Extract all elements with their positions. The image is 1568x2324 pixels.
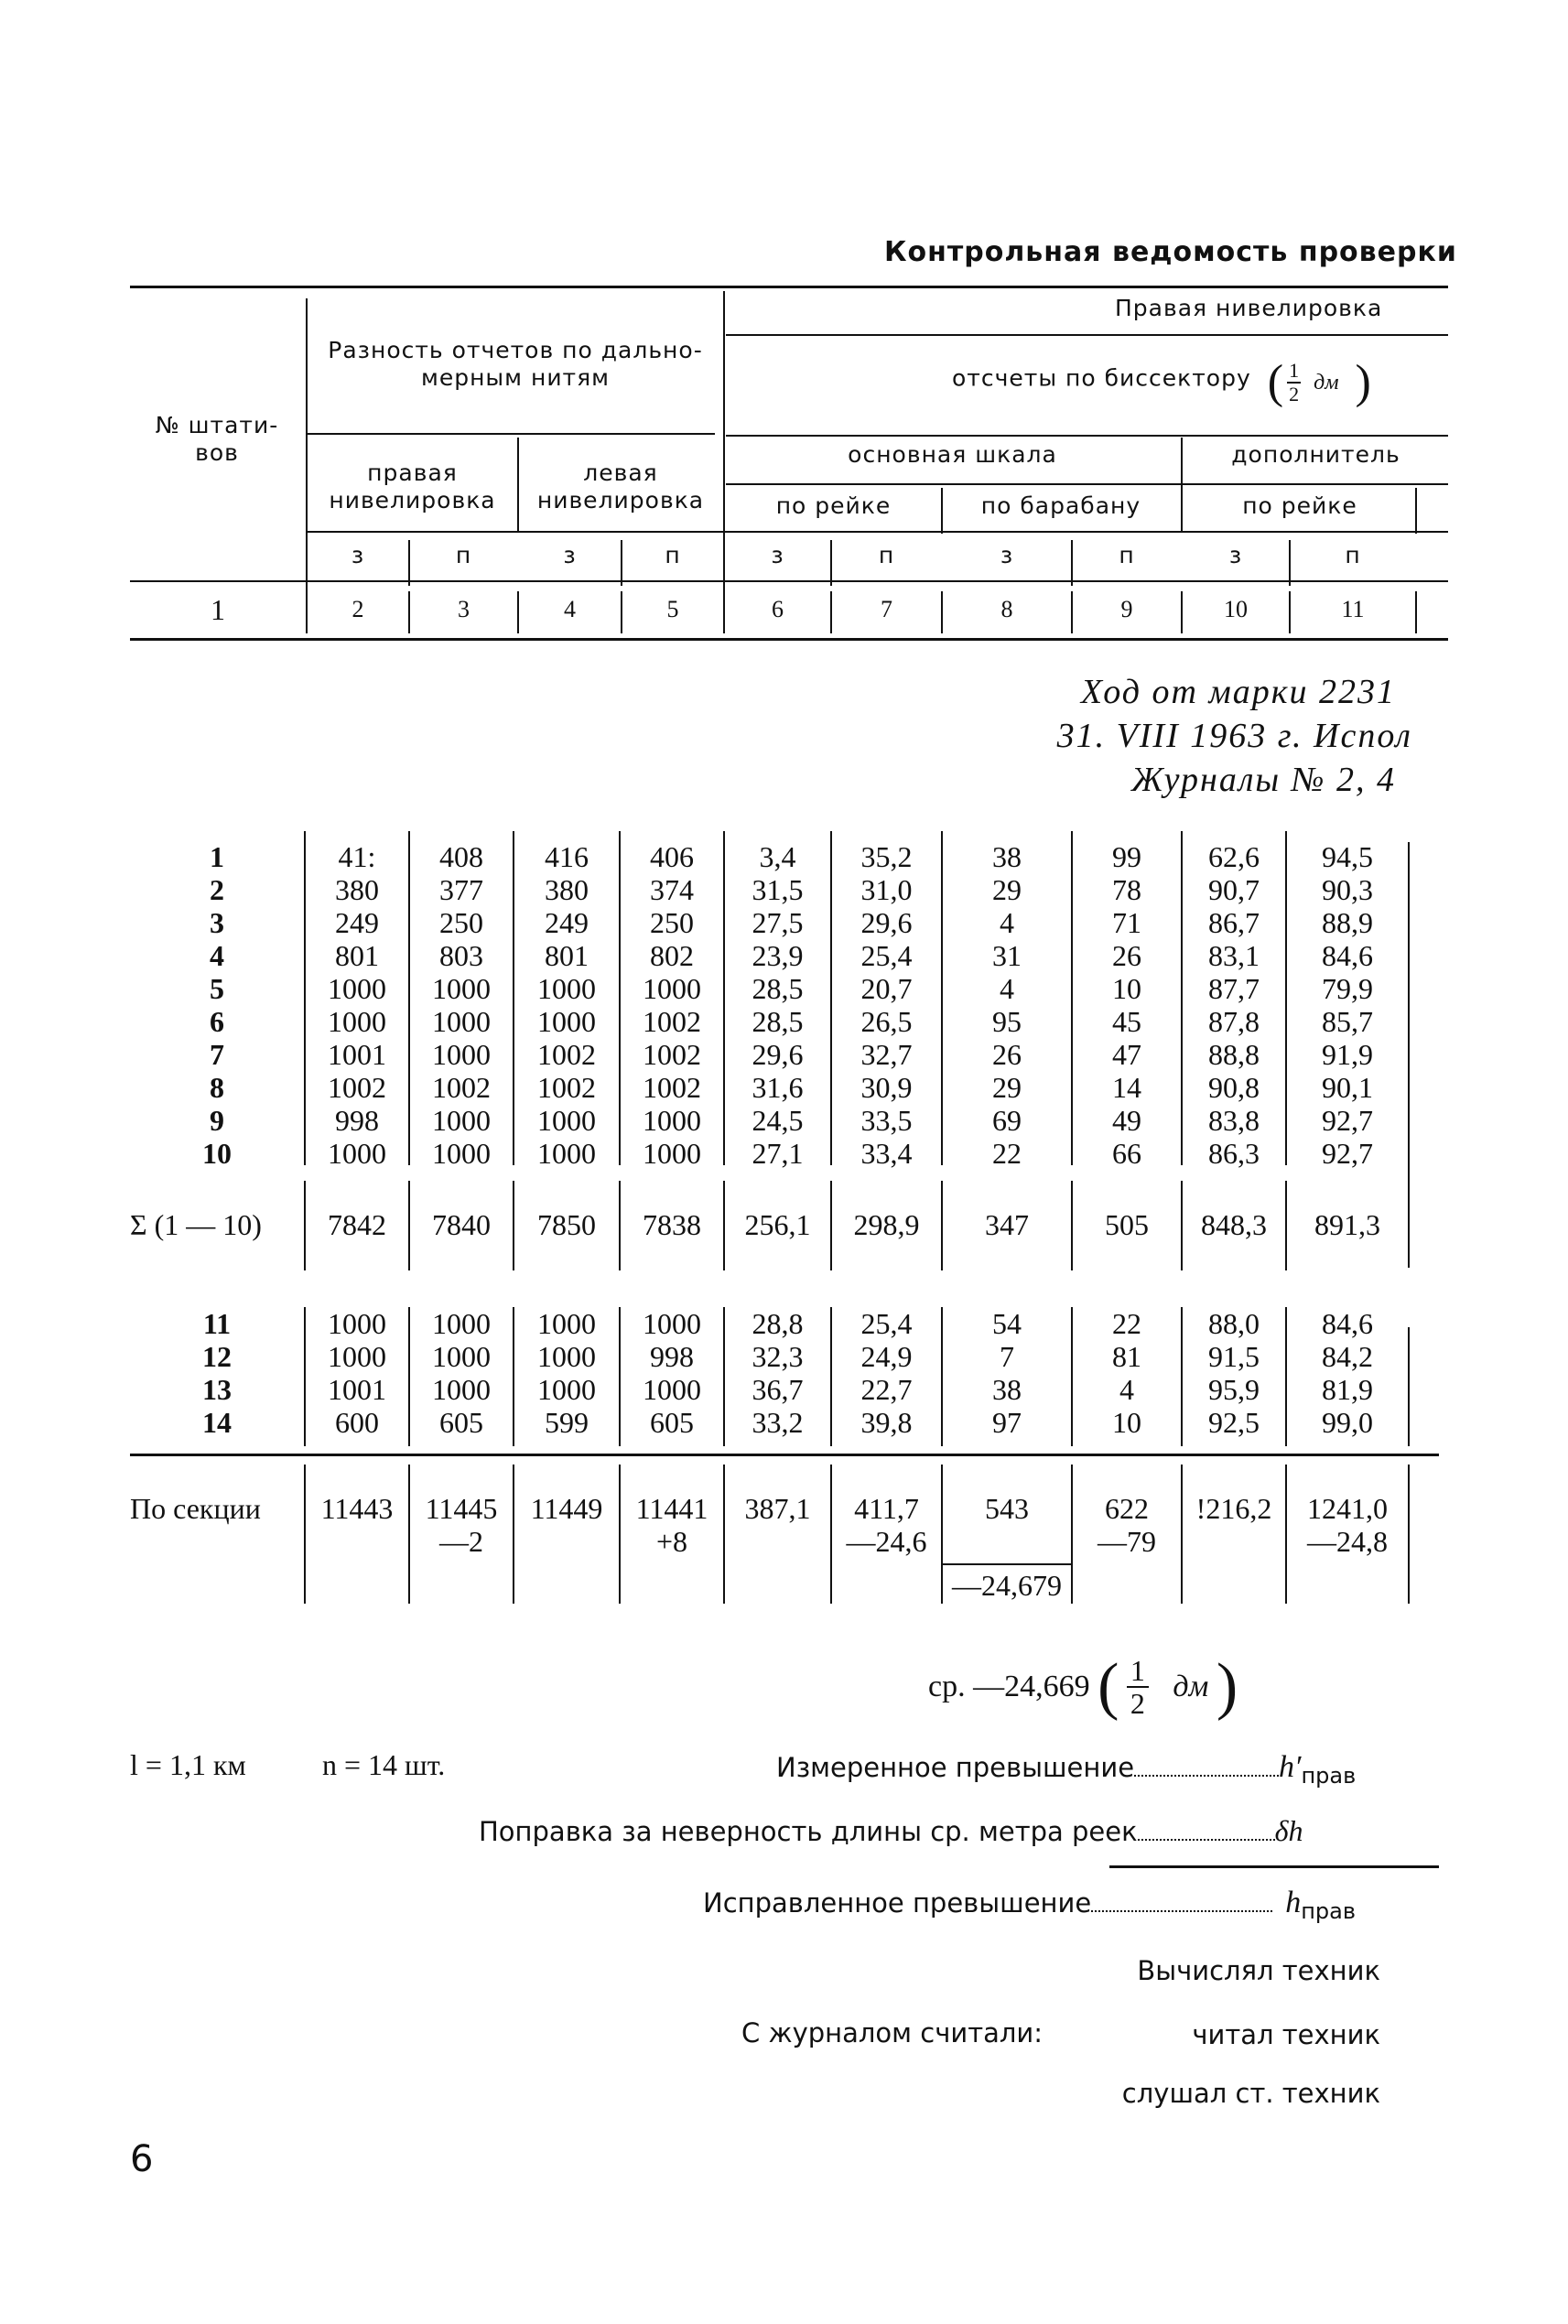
sum-row-label: Σ (1 — 10)	[130, 1208, 262, 1241]
table-cell: 99	[1112, 840, 1141, 873]
table-cell: 4	[1000, 906, 1014, 939]
table-cell: 1000	[328, 1137, 386, 1170]
table-cell: 36,7	[752, 1373, 804, 1406]
column-number: 5	[666, 596, 679, 622]
route-length: l = 1,1 км	[130, 1748, 246, 1781]
table-cell: 33,4	[860, 1137, 913, 1170]
table-cell: 27,1	[752, 1137, 804, 1170]
journal-checked: С журналом считали:	[741, 2017, 1044, 2048]
table-cell: 78	[1112, 873, 1141, 906]
table-cell: 1002	[328, 1071, 386, 1104]
section-diff: —24,6	[846, 1525, 927, 1558]
table-cell: 1000	[643, 1137, 701, 1170]
column-number: 9	[1120, 596, 1133, 622]
sum-cell: 256,1	[744, 1208, 811, 1241]
sum-rule	[1109, 1865, 1439, 1868]
station-count: n = 14 шт.	[322, 1748, 446, 1781]
table-cell: 71	[1112, 906, 1141, 939]
table-cell: 803	[439, 939, 483, 972]
table-cell: 90,1	[1322, 1071, 1373, 1104]
table-cell: 26	[1112, 939, 1141, 972]
table-cell: 24,9	[860, 1340, 913, 1373]
table-cell: 30,9	[860, 1071, 913, 1104]
sub-z: з	[563, 542, 577, 568]
table-cell: 28,5	[752, 972, 804, 1005]
station-number: 4	[210, 939, 224, 972]
section-cell: 622	[1105, 1492, 1149, 1525]
table-cell: 28,8	[752, 1307, 804, 1340]
table-cell: 45	[1112, 1005, 1141, 1038]
page-number: 6	[130, 2138, 154, 2180]
table-cell: 4	[1119, 1373, 1134, 1406]
table-cell: 406	[650, 840, 694, 873]
table-cell: 88,9	[1322, 906, 1373, 939]
table-cell: 23,9	[752, 939, 804, 972]
table-cell: 998	[335, 1104, 379, 1137]
table-cell: 84,2	[1322, 1340, 1373, 1373]
table-cell: 1000	[328, 972, 386, 1005]
table-cell: 29	[992, 873, 1022, 906]
measured-elevation: Измеренное превышение $h'_{прав}$	[776, 1750, 1357, 1789]
table-cell: 39,8	[860, 1406, 913, 1439]
table-cell: 87,8	[1208, 1005, 1260, 1038]
table-cell: 249	[335, 906, 379, 939]
column-number: 8	[1000, 596, 1013, 622]
table-cell: 600	[335, 1406, 379, 1439]
table-cell: 92,5	[1208, 1406, 1260, 1439]
table-cell: 81,9	[1322, 1373, 1373, 1406]
column-number: 1	[211, 593, 225, 626]
main-scale-header: основная шкала	[848, 441, 1057, 468]
page-title: Контрольная ведомость проверки	[884, 236, 1457, 268]
table-cell: 416	[545, 840, 589, 873]
rangefinder-diff-header: Разность отчетов по дально- мерным нитям	[328, 337, 703, 391]
table-cell: 29,6	[752, 1038, 804, 1071]
table-cell: 20,7	[860, 972, 913, 1005]
table-cell: 1002	[432, 1071, 491, 1104]
table-cell: 1000	[537, 972, 596, 1005]
station-column-header: № штати- вов	[155, 412, 279, 466]
table-cell: 24,5	[752, 1104, 804, 1137]
corrected-elevation: Исправленное превышение $h_{прав}$	[703, 1886, 1356, 1924]
section-cell: 543	[985, 1492, 1029, 1525]
station-number: 11	[202, 1307, 232, 1340]
section-cell: 11443	[320, 1492, 394, 1525]
table-cell: 605	[650, 1406, 694, 1439]
table-cell: 28,5	[752, 1005, 804, 1038]
table-cell: 54	[992, 1307, 1022, 1340]
table-cell: 33,5	[860, 1104, 913, 1137]
table-cell: 14	[1112, 1071, 1141, 1104]
sub-p: п	[455, 542, 472, 568]
table-cell: 801	[335, 939, 379, 972]
station-number: 8	[210, 1071, 224, 1104]
table-cell: 92,7	[1322, 1104, 1373, 1137]
section-cell: 11445	[425, 1492, 498, 1525]
table-cell: 1000	[432, 1038, 491, 1071]
column-number: 7	[881, 596, 892, 622]
trip-info-line1: Ход от марки 2231	[1080, 673, 1396, 711]
section-diff: —24,8	[1307, 1525, 1388, 1558]
station-number: 14	[202, 1406, 232, 1439]
section-cell: 1241,0	[1307, 1492, 1388, 1525]
station-number: 7	[210, 1038, 224, 1071]
table-cell: 81	[1112, 1340, 1141, 1373]
table-cell: 94,5	[1322, 840, 1373, 873]
table-cell: 1000	[432, 1373, 491, 1406]
station-number: 1	[210, 840, 224, 873]
section-cell: 11449	[530, 1492, 603, 1525]
read-by: читал техник	[1192, 2019, 1380, 2050]
sum-cell: 347	[985, 1208, 1029, 1241]
column-number: 6	[772, 596, 784, 622]
table-cell: 22	[1112, 1307, 1141, 1340]
table-cell: 1002	[643, 1005, 701, 1038]
table-cell: 31,5	[752, 873, 804, 906]
table-cell: 86,7	[1208, 906, 1260, 939]
section-row-label: По секции	[130, 1492, 261, 1525]
sub-p: п	[665, 542, 681, 568]
table-cell: 1002	[643, 1038, 701, 1071]
column-number: 10	[1224, 596, 1248, 622]
table-cell: 1000	[432, 1307, 491, 1340]
sum-cell: 7842	[328, 1208, 386, 1241]
table-cell: 599	[545, 1406, 589, 1439]
sum-cell: 7838	[643, 1208, 701, 1241]
table-cell: 1000	[432, 1340, 491, 1373]
table-cell: 69	[992, 1104, 1022, 1137]
table-cell: 802	[650, 939, 694, 972]
table-cell: 10	[1112, 1406, 1141, 1439]
table-cell: 1000	[537, 1104, 596, 1137]
by-drum-header: по барабану	[980, 492, 1141, 519]
table-cell: 91,9	[1322, 1038, 1373, 1071]
right-leveling-rf-header: правая нивелировка	[329, 459, 496, 513]
table-cell: 88,0	[1208, 1307, 1260, 1340]
station-number: 9	[210, 1104, 224, 1137]
table-cell: 1000	[328, 1307, 386, 1340]
table-cell: 1000	[432, 1005, 491, 1038]
table-cell: 1000	[328, 1005, 386, 1038]
table-cell: 1002	[537, 1038, 596, 1071]
section-diff: —79	[1098, 1525, 1156, 1558]
table-cell: 801	[545, 939, 589, 972]
sum-cell: 298,9	[853, 1208, 920, 1241]
table-cell: 95	[992, 1005, 1022, 1038]
table-cell: 99,0	[1322, 1406, 1373, 1439]
station-number: 2	[210, 873, 224, 906]
table-cell: 29	[992, 1071, 1022, 1104]
table-cell: 1001	[328, 1373, 386, 1406]
table-cell: 1002	[643, 1071, 701, 1104]
table-cell: 380	[335, 873, 379, 906]
sum-cell: 7850	[537, 1208, 596, 1241]
left-leveling-rf-header: левая нивелировка	[536, 459, 705, 513]
table-cell: 27,5	[752, 906, 804, 939]
sum-cell: 7840	[432, 1208, 491, 1241]
table-cell: 22	[992, 1137, 1022, 1170]
table-cell: 1000	[643, 1307, 701, 1340]
table-cell: 32,7	[860, 1038, 913, 1071]
table-cell: 1000	[537, 1137, 596, 1170]
computed-by: Вычислял техник	[1137, 1955, 1380, 1986]
table-cell: 84,6	[1322, 939, 1373, 972]
sub-z: з	[351, 542, 365, 568]
sub-z: з	[1228, 542, 1243, 568]
table-cell: 374	[650, 873, 694, 906]
table-cell: 998	[650, 1340, 694, 1373]
table-cell: 26,5	[860, 1005, 913, 1038]
table-cell: 1000	[432, 1104, 491, 1137]
section-diff: +8	[655, 1525, 688, 1558]
station-number: 10	[202, 1137, 232, 1170]
sub-z: з	[1000, 542, 1014, 568]
table-cell: 66	[1112, 1137, 1141, 1170]
table-cell: 31	[992, 939, 1022, 972]
sub-p: п	[1119, 542, 1135, 568]
station-number: 6	[210, 1005, 224, 1038]
table-cell: 1000	[432, 1137, 491, 1170]
table-cell: 10	[1112, 972, 1141, 1005]
station-number: 12	[202, 1340, 232, 1373]
section-cell: 387,1	[744, 1492, 811, 1525]
table-cell: 4	[1000, 972, 1014, 1005]
rod-length-correction: Поправка за неверность длины ср. метра реек δh	[479, 1814, 1303, 1847]
table-cell: 250	[650, 906, 694, 939]
table-cell: 31,6	[752, 1071, 804, 1104]
column-number: 2	[351, 596, 364, 622]
table-cell: 41:	[338, 840, 376, 873]
table-cell: 83,8	[1208, 1104, 1260, 1137]
table-cell: 249	[545, 906, 589, 939]
sub-p: п	[1345, 542, 1361, 568]
sum-cell: 891,3	[1314, 1208, 1380, 1241]
section-cell: 11441	[635, 1492, 708, 1525]
table-cell: 1002	[537, 1071, 596, 1104]
table-cell: 25,4	[860, 939, 913, 972]
bisector-readings-header: отсчеты по биссектору ( $\frac{1}{2}$ дм )	[952, 356, 1371, 408]
table-cell: 31,0	[860, 873, 913, 906]
table-cell: 1001	[328, 1038, 386, 1071]
table-cell: 3,4	[759, 840, 796, 873]
table-cell: 33,2	[752, 1406, 804, 1439]
table-cell: 25,4	[860, 1307, 913, 1340]
table-cell: 38	[992, 840, 1022, 873]
table-cell: 90,3	[1322, 873, 1373, 906]
table-cell: 1000	[537, 1340, 596, 1373]
by-rod-header: по рейке	[775, 492, 892, 519]
table-cell: 79,9	[1322, 972, 1373, 1005]
table-cell: 95,9	[1208, 1373, 1260, 1406]
table-cell: 250	[439, 906, 483, 939]
station-number: 13	[202, 1373, 232, 1406]
table-cell: 1000	[537, 1307, 596, 1340]
table-cell: 87,7	[1208, 972, 1260, 1005]
table-cell: 85,7	[1322, 1005, 1373, 1038]
table-cell: 35,2	[860, 840, 913, 873]
additional-header: дополнитель	[1231, 441, 1400, 468]
average-value: ср. —24,669 ( $\frac{1}{2}$ дм )	[928, 1651, 1238, 1722]
column-number: 11	[1341, 596, 1365, 622]
sum-cell: 505	[1105, 1208, 1149, 1241]
table-cell: 1000	[537, 1005, 596, 1038]
table-cell: 97	[992, 1406, 1022, 1439]
table-cell: 90,7	[1208, 873, 1260, 906]
table-cell: 26	[992, 1038, 1022, 1071]
table-cell: 408	[439, 840, 483, 873]
table-cell: 22,7	[860, 1373, 913, 1406]
column-number: 4	[564, 596, 576, 622]
section-diff: —2	[439, 1525, 483, 1558]
table-cell: 92,7	[1322, 1137, 1373, 1170]
table-cell: 91,5	[1208, 1340, 1260, 1373]
table-cell: 88,8	[1208, 1038, 1260, 1071]
table-cell: 1000	[643, 1104, 701, 1137]
table-cell: 38	[992, 1373, 1022, 1406]
trip-info-line2: 31. VIII 1963 г. Испол	[1056, 717, 1412, 755]
sub-p: п	[878, 542, 895, 568]
table-cell: 380	[545, 873, 589, 906]
section-cell: !216,2	[1195, 1492, 1272, 1525]
table-cell: 605	[439, 1406, 483, 1439]
station-number: 5	[210, 972, 224, 1005]
table-cell: 1000	[432, 972, 491, 1005]
station-number: 3	[210, 906, 224, 939]
table-cell: 29,6	[860, 906, 913, 939]
table-cell: 49	[1112, 1104, 1141, 1137]
column-number: 3	[458, 596, 470, 622]
sub-z: з	[771, 542, 784, 568]
sum-cell: 848,3	[1201, 1208, 1267, 1241]
trip-info-line3: Журналы № 2, 4	[1130, 761, 1396, 799]
table-cell: 47	[1112, 1038, 1141, 1071]
table-cell: 62,6	[1208, 840, 1260, 873]
table-cell: 377	[439, 873, 483, 906]
section-cell: 411,7	[854, 1492, 919, 1525]
table-cell: 83,1	[1208, 939, 1260, 972]
table-cell: 7	[1000, 1340, 1014, 1373]
table-cell: 1000	[328, 1340, 386, 1373]
table-cell: 90,8	[1208, 1071, 1260, 1104]
table-cell: 84,6	[1322, 1307, 1373, 1340]
listened-by: слушал ст. техник	[1121, 2078, 1380, 2109]
table-cell: 32,3	[752, 1340, 804, 1373]
by-rod-additional-header: по рейке	[1242, 492, 1357, 519]
table-cell: 1000	[643, 972, 701, 1005]
table-cell: 86,3	[1208, 1137, 1260, 1170]
right-leveling-header: Правая нивелировка	[1115, 295, 1383, 321]
table-cell: 1000	[537, 1373, 596, 1406]
section-diff: —24,679	[952, 1569, 1062, 1602]
table-cell: 1000	[643, 1373, 701, 1406]
